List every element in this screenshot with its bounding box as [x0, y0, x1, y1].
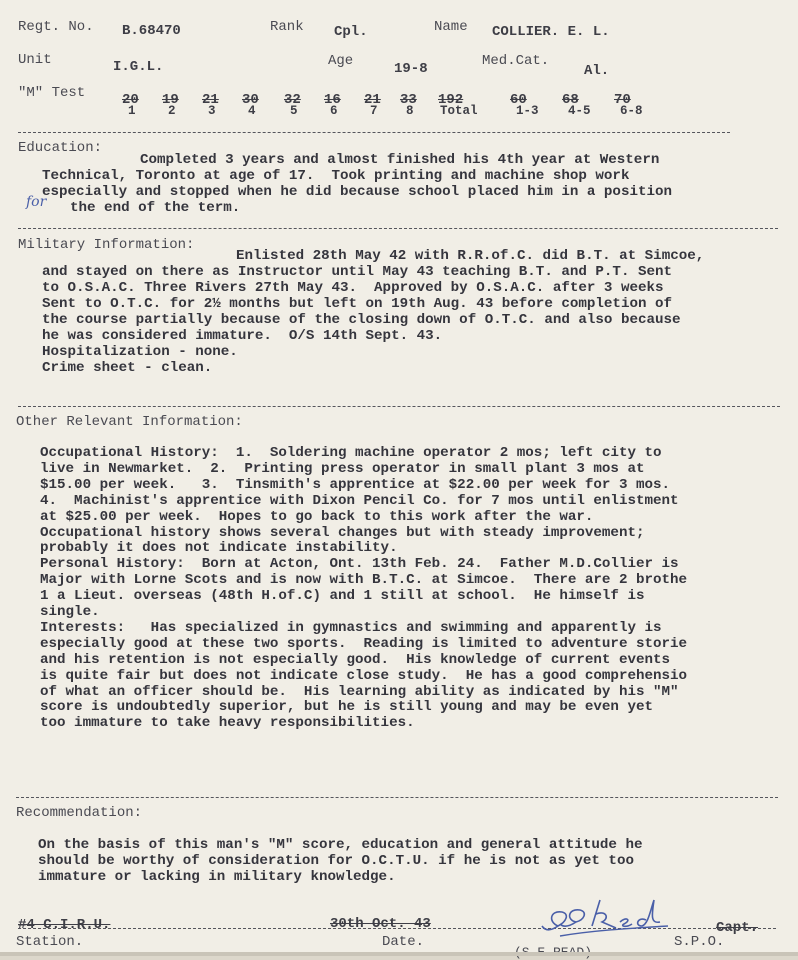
station-value: #4 C.I.R.U. [18, 917, 111, 933]
m-test-score: 33 [400, 92, 417, 108]
m-test-number: 5 [290, 104, 298, 118]
unit-value: I.G.L. [113, 59, 164, 75]
m-test-score: 19 [162, 92, 179, 108]
m-test-score: 21 [364, 92, 381, 108]
other-line: Interests: Has specialized in gymnastics and swimming and apparently is [40, 619, 662, 636]
m-test-number: Total [440, 104, 478, 118]
other-line: Occupational History: 1. Soldering machine operator 2 mos; left city to [40, 445, 662, 461]
date-label: Date. [382, 934, 425, 950]
other-line: is quite fair but does not indicate close study. He has a good comprehensio [40, 667, 688, 684]
m-test-score: 32 [284, 92, 301, 108]
m-test-number: 6-8 [620, 104, 643, 118]
m-test-score: 60 [510, 92, 527, 108]
other-line: Occupational history shows several changes but with steady improvement; [40, 524, 645, 541]
unit-label: Unit [18, 52, 52, 68]
other-line: too immature to take heavy responsibilities. [40, 715, 415, 732]
military-line: he was considered immature. O/S 14th Sept. 43. [42, 328, 443, 344]
age-label: Age [328, 53, 354, 69]
m-test-number: 4-5 [568, 104, 591, 118]
name-value: COLLIER. E. L. [492, 24, 610, 40]
handwritten-margin-mark: for [26, 194, 47, 210]
capt-value: Capt. [716, 920, 759, 936]
recommendation-label: Recommendation: [16, 805, 143, 821]
military-label: Military Information: [18, 237, 195, 253]
recommendation-line: On the basis of this man's "M" score, education and general attitude he [38, 837, 643, 853]
m-test-number: 1-3 [516, 104, 539, 118]
signature-icon [536, 892, 676, 946]
divider [18, 132, 730, 133]
other-line: score is undoubtedly superior, but he is still young and may be even yet [40, 699, 653, 716]
education-line: Completed 3 years and almost finished his 4th year at Western [140, 152, 660, 168]
education-label: Education: [18, 140, 103, 156]
military-line: Crime sheet - clean. [42, 360, 213, 376]
date-value: 30th Oct. 43 [330, 916, 431, 932]
m-test-number: 7 [370, 104, 378, 118]
station-label: Station. [16, 934, 84, 950]
regt-no-value: B.68470 [122, 23, 181, 39]
other-line: live in Newmarket. 2. Printing press operator in small plant 3 mos at [40, 460, 645, 477]
other-line: probably it does not indicate instability. [40, 540, 398, 557]
other-line: Personal History: Born at Acton, Ont. 13th Feb. 24. Father M.D.Collier is [40, 556, 679, 573]
military-line: Enlisted 28th May 42 with R.R.of.C. did B.T. at Simcoe, [236, 248, 705, 264]
military-line: and stayed on there as Instructor until May 43 teaching B.T. and P.T. Sent [42, 264, 673, 280]
m-test-number: 3 [208, 104, 216, 118]
divider [16, 797, 778, 798]
scan-edge [0, 952, 798, 956]
education-line: especially and stopped when he did because school placed him in a position [42, 184, 673, 200]
other-line: of what an officer should be. His learning ability as indicated by his "M" [40, 683, 679, 700]
other-line: $15.00 per week. 3. Tinsmith's apprentice at $22.00 per week for 3 mos. [40, 476, 671, 493]
m-test-score: 68 [562, 92, 579, 108]
recommendation-line: should be worthy of consideration for O.C.T.U. if he is not as yet too [38, 853, 634, 869]
m-test-number: 8 [406, 104, 414, 118]
regt-no-label: Regt. No. [18, 19, 94, 35]
divider [18, 406, 780, 407]
military-line: the course partially because of the closing down of O.T.C. and also because [42, 312, 681, 328]
military-line: to O.S.A.C. Three Rivers 27th May 43. Approved by O.S.A.C. after 3 weeks [42, 280, 664, 296]
m-test-score: 20 [122, 92, 139, 108]
m-test-score: 30 [242, 92, 259, 108]
m-test-score: 70 [614, 92, 631, 108]
other-line: and his retention is not especially good. His knowledge of current events [40, 651, 671, 668]
m-test-number: 1 [128, 104, 136, 118]
other-info-label: Other Relevant Information: [16, 414, 243, 430]
divider [18, 228, 778, 229]
spo-label: S.P.O. [674, 934, 725, 950]
other-line: 4. Machinist's apprentice with Dixon Pencil Co. for 7 mos until enlistment [40, 492, 679, 509]
other-line: at $25.00 per week. Hopes to go back to this work after the war. [40, 508, 594, 525]
education-line: Technical, Toronto at age of 17. Took printing and machine shop work [42, 168, 630, 184]
medcat-value: Al. [584, 63, 610, 79]
rank-label: Rank [270, 19, 304, 35]
rank-value: Cpl. [334, 24, 368, 40]
military-line: Hospitalization - none. [42, 344, 238, 360]
age-value: 19-8 [394, 61, 428, 77]
name-label: Name [434, 19, 468, 35]
other-line: especially good at these two sports. Reading is limited to adventure storie [40, 635, 688, 652]
m-test-number: 2 [168, 104, 176, 118]
m-test-score: 21 [202, 92, 219, 108]
m-test-number: 4 [248, 104, 256, 118]
m-test-score: 192 [438, 92, 464, 108]
m-test-label: "M" Test [18, 85, 86, 101]
education-line: the end of the term. [70, 200, 241, 216]
other-line: Major with Lorne Scots and is now with B.T.C. at Simcoe. There are 2 brothe [40, 572, 688, 589]
medcat-label: Med.Cat. [482, 53, 550, 69]
m-test-score: 16 [324, 92, 341, 108]
recommendation-line: immature or lacking in military knowledge. [38, 869, 396, 885]
other-line: single. [40, 604, 100, 620]
other-line: 1 a Lieut. overseas (48th H.of.C) and 1 still at school. He himself is [40, 588, 645, 605]
military-line: Sent to O.T.C. for 2½ months but left on 19th Aug. 43 before completion of [42, 296, 673, 312]
m-test-number: 6 [330, 104, 338, 118]
